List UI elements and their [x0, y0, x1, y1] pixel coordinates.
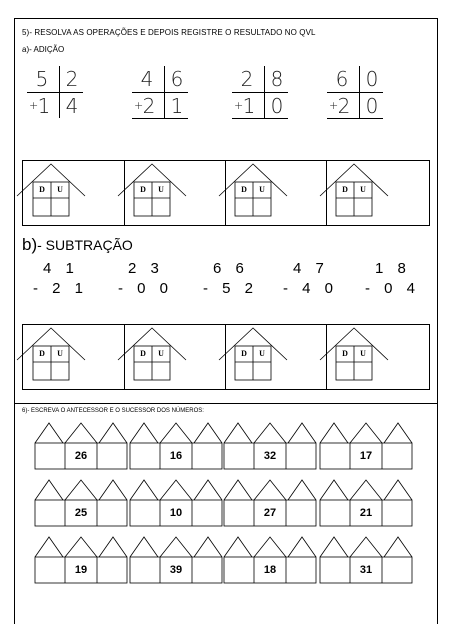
three-houses-icon [318, 478, 414, 528]
given-number: 31 [359, 564, 373, 576]
minuend: 4 7 [293, 260, 329, 277]
plus-sign: + [234, 99, 244, 112]
units-label: U [259, 185, 265, 194]
tens-label: D [241, 349, 247, 358]
three-houses-icon [222, 478, 318, 528]
given-number: 17 [359, 450, 373, 462]
plus-sign: + [329, 99, 339, 112]
given-number: 25 [74, 507, 88, 519]
addition-bottom-tens: 2 [142, 94, 156, 118]
predecessor-successor-houses [222, 478, 318, 528]
grid-divider [327, 92, 383, 93]
given-number: 16 [169, 450, 183, 462]
three-houses-icon [128, 478, 224, 528]
qvl-house [15, 160, 87, 220]
given-number: 26 [74, 450, 88, 462]
three-houses-icon [222, 535, 318, 585]
plus-sign: + [134, 99, 144, 112]
addition-bottom-units: 4 [65, 94, 79, 118]
subtrahend: - 0 0 [118, 280, 174, 297]
predecessor-successor-houses [128, 421, 224, 471]
addition-top-tens: 2 [240, 67, 254, 91]
house-icon [318, 160, 390, 220]
plus-sign: + [29, 99, 39, 112]
predecessor-successor-houses [318, 535, 414, 585]
grid-divider [232, 118, 288, 119]
qvl-house [217, 324, 289, 384]
addition-top-units: 8 [270, 67, 284, 91]
addition-grid [232, 66, 288, 118]
house-icon [217, 160, 289, 220]
qvl-house [116, 160, 188, 220]
three-houses-icon [318, 421, 414, 471]
question-5-title: 5)- RESOLVA AS OPERAÇÕES E DEPOIS REGISTRE O RESULTADO NO QVL [22, 28, 316, 37]
grid-divider [132, 118, 188, 119]
house-icon [15, 324, 87, 384]
subtraction-prefix: b) [22, 235, 38, 254]
addition-grid [327, 66, 383, 118]
units-label: U [360, 185, 366, 194]
tens-label: D [39, 349, 45, 358]
addition-top-units: 0 [365, 67, 379, 91]
predecessor-successor-houses [33, 535, 129, 585]
given-number: 27 [263, 507, 277, 519]
addition-bottom-tens: 1 [242, 94, 256, 118]
house-icon [116, 160, 188, 220]
addition-bottom-tens: 1 [37, 94, 51, 118]
three-houses-icon [33, 535, 129, 585]
units-label: U [360, 349, 366, 358]
grid-divider [327, 118, 383, 119]
predecessor-successor-houses [128, 535, 224, 585]
predecessor-successor-houses [128, 478, 224, 528]
addition-bottom-units: 0 [270, 94, 284, 118]
units-label: U [158, 349, 164, 358]
minuend: 1 8 [375, 260, 411, 277]
house-icon [318, 324, 390, 384]
units-label: U [259, 349, 265, 358]
three-houses-icon [222, 421, 318, 471]
given-number: 21 [359, 507, 373, 519]
addition-bottom-units: 0 [365, 94, 379, 118]
tens-label: D [241, 185, 247, 194]
addition-bottom-tens: 2 [337, 94, 351, 118]
section-divider [14, 403, 438, 404]
tens-label: D [140, 349, 146, 358]
tens-label: D [342, 185, 348, 194]
subtrahend: - 2 1 [33, 280, 89, 297]
three-houses-icon [128, 421, 224, 471]
subtrahend: - 4 0 [283, 280, 339, 297]
subtrahend: - 0 4 [365, 280, 421, 297]
three-houses-icon [33, 421, 129, 471]
minuend: 4 1 [43, 260, 79, 277]
predecessor-successor-houses [33, 478, 129, 528]
subtrahend: - 5 2 [203, 280, 259, 297]
units-label: U [57, 349, 63, 358]
grid-divider [27, 92, 83, 93]
addition-grid [132, 66, 188, 118]
given-number: 10 [169, 507, 183, 519]
qvl-house [318, 324, 390, 384]
house-icon [217, 324, 289, 384]
house-icon [15, 160, 87, 220]
minuend: 2 3 [128, 260, 164, 277]
addition-top-tens: 4 [140, 67, 154, 91]
tens-label: D [140, 185, 146, 194]
house-icon [116, 324, 188, 384]
addition-bottom-units: 1 [170, 94, 184, 118]
subtraction-label [22, 235, 133, 255]
tens-label: D [342, 349, 348, 358]
predecessor-successor-houses [33, 421, 129, 471]
grid-divider [232, 92, 288, 93]
tens-label: D [39, 185, 45, 194]
given-number: 39 [169, 564, 183, 576]
qvl-house [15, 324, 87, 384]
given-number: 19 [74, 564, 88, 576]
addition-top-tens: 5 [35, 67, 49, 91]
units-label: U [57, 185, 63, 194]
qvl-house [217, 160, 289, 220]
addition-top-units: 2 [65, 67, 79, 91]
given-number: 18 [263, 564, 277, 576]
minuend: 6 6 [213, 260, 249, 277]
three-houses-icon [33, 478, 129, 528]
addition-top-units: 6 [170, 67, 184, 91]
addition-grid [27, 66, 83, 118]
units-label: U [158, 185, 164, 194]
addition-label: a)- ADIÇÃO [22, 45, 65, 54]
grid-divider [132, 92, 188, 93]
predecessor-successor-houses [318, 421, 414, 471]
predecessor-successor-houses [222, 421, 318, 471]
given-number: 32 [263, 450, 277, 462]
qvl-house [318, 160, 390, 220]
three-houses-icon [318, 535, 414, 585]
predecessor-successor-houses [318, 478, 414, 528]
qvl-house [116, 324, 188, 384]
predecessor-successor-houses [222, 535, 318, 585]
question-6-title: 6)- ESCREVA O ANTECESSOR E O SUCESSOR DOS NÚMEROS: [22, 408, 204, 414]
addition-top-tens: 6 [335, 67, 349, 91]
subtraction-text: - SUBTRAÇÃO [37, 237, 133, 253]
three-houses-icon [128, 535, 224, 585]
